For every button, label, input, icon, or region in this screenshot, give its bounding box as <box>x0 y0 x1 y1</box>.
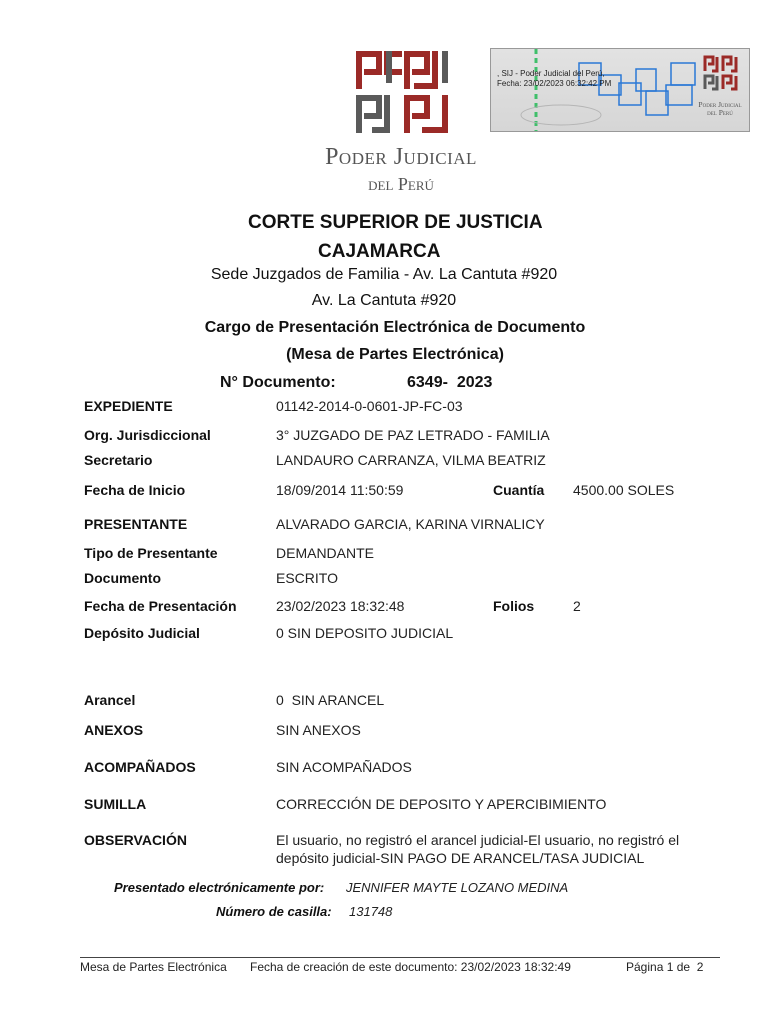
logo-line-2: del Perú <box>368 174 434 194</box>
document-number-label: N° Documento: <box>220 374 336 391</box>
org-jurisdiccional-label: Org. Jurisdiccional <box>84 427 211 443</box>
secretario-label: Secretario <box>84 452 153 468</box>
observacion-value: El usuario, no registró el arancel judicial-El usuario, no registró el depósito judicial-SIN PAGO DE ARANCEL/TASA JUDICIAL <box>276 832 680 866</box>
tipo-presentante-value: DEMANDANTE <box>276 545 375 561</box>
poder-judicial-logo-text <box>298 143 504 195</box>
stamp-logo-line-2: del Perú <box>707 108 733 117</box>
poder-judicial-logo-mark <box>355 50 450 134</box>
court-title-line-2: CAJAMARCA <box>318 241 441 262</box>
org-jurisdiccional-value: 3° JUZGADO DE PAZ LETRADO - FAMILIA <box>276 427 550 443</box>
footer-page-number: Página 1 de 2 <box>626 960 704 974</box>
numero-casilla-value: 131748 <box>349 904 393 919</box>
folios-label: Folios <box>493 598 535 614</box>
acompanados-label: ACOMPAÑADOS <box>84 759 196 775</box>
footer-divider <box>80 957 720 958</box>
sumilla-label: SUMILLA <box>84 796 147 812</box>
stamp-line-1: , SIJ - Poder Judicial del Perú, <box>497 69 605 78</box>
fecha-presentacion-value: 23/02/2023 18:32:48 <box>276 598 405 614</box>
stamp-logo-line-1: Poder Judicial <box>698 100 742 109</box>
address-line: Av. La Cantuta #920 <box>311 292 457 309</box>
numero-casilla-label: Número de casilla: <box>216 904 332 919</box>
document-number-value: 6349- 2023 <box>407 374 493 391</box>
anexos-value: SIN ANEXOS <box>276 722 361 738</box>
observacion-label: OBSERVACIÓN <box>84 832 187 848</box>
presentado-por-value: JENNIFER MAYTE LOZANO MEDINA <box>346 880 569 895</box>
sumilla-value: CORRECCIÓN DE DEPOSITO Y APERCIBIMIENTO <box>276 796 607 812</box>
deposito-judicial-value: 0 SIN DEPOSITO JUDICIAL <box>276 625 454 641</box>
cuantia-label: Cuantía <box>493 482 545 498</box>
arancel-label: Arancel <box>84 692 136 708</box>
sede-line: Sede Juzgados de Familia - Av. La Cantuta #920 <box>210 266 558 283</box>
document-subtitle: (Mesa de Partes Electrónica) <box>286 346 504 363</box>
presentado-por-label: Presentado electrónicamente por: <box>114 880 325 895</box>
tipo-presentante-label: Tipo de Presentante <box>84 545 218 561</box>
deposito-judicial-label: Depósito Judicial <box>84 625 200 641</box>
stamp-graphic <box>491 49 749 131</box>
logo-line-1: Poder Judicial <box>325 144 477 170</box>
stamp-signature-text <box>497 69 611 89</box>
court-title-line-1: CORTE SUPERIOR DE JUSTICIA <box>248 212 543 233</box>
digital-signature-stamp <box>490 48 750 132</box>
fecha-inicio-label: Fecha de Inicio <box>84 482 186 498</box>
expediente-label: EXPEDIENTE <box>84 398 173 414</box>
footer-creation-date: Fecha de creación de este documento: 23/02/2023 18:32:49 <box>250 960 571 974</box>
fecha-presentacion-label: Fecha de Presentación <box>84 598 237 614</box>
document-title: Cargo de Presentación Electrónica de Documento <box>204 319 586 336</box>
presentante-value: ALVARADO GARCIA, KARINA VIRNALICY <box>276 516 545 532</box>
fecha-inicio-value: 18/09/2014 11:50:59 <box>276 482 404 498</box>
footer-left: Mesa de Partes Electrónica <box>80 960 227 974</box>
presentante-label: PRESENTANTE <box>84 516 188 532</box>
arancel-value: 0 SIN ARANCEL <box>276 692 385 708</box>
stamp-logo-text <box>693 101 747 117</box>
cuantia-value: 4500.00 SOLES <box>573 482 675 498</box>
anexos-label: ANEXOS <box>84 722 144 738</box>
documento-label: Documento <box>84 570 161 586</box>
secretario-value: LANDAURO CARRANZA, VILMA BEATRIZ <box>276 452 546 468</box>
stamp-line-2: Fecha: 23/02/2023 06:32:42 PM <box>497 79 612 88</box>
expediente-value: 01142-2014-0-0601-JP-FC-03 <box>276 398 463 414</box>
documento-value: ESCRITO <box>276 570 338 586</box>
folios-value: 2 <box>573 598 581 614</box>
acompanados-value: SIN ACOMPAÑADOS <box>276 759 412 775</box>
